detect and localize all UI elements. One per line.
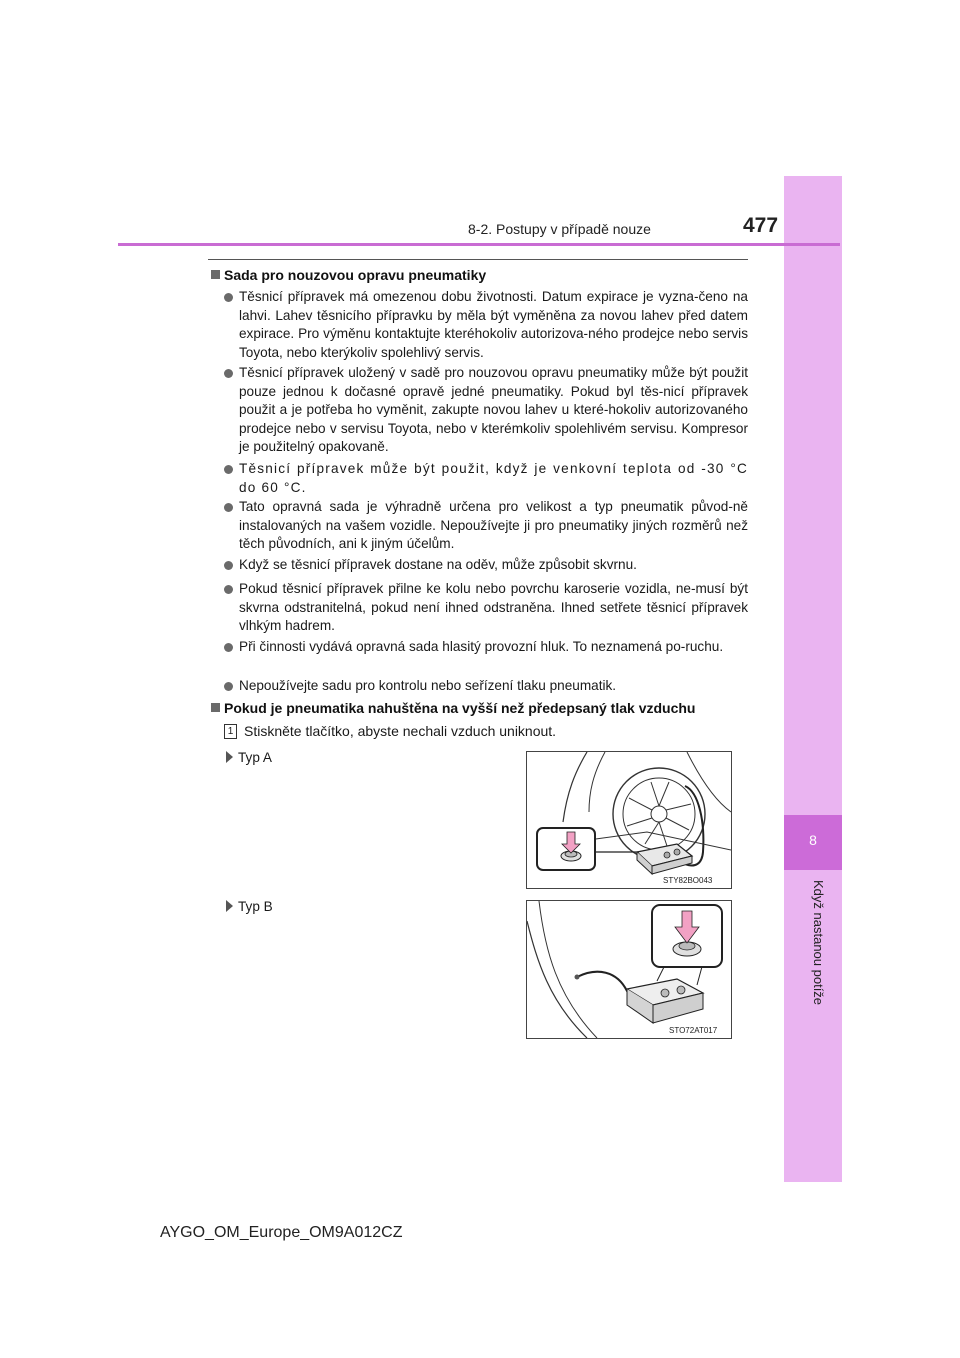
figure-code: STY82BO043	[663, 876, 713, 885]
triangle-arrow-icon	[226, 900, 233, 912]
bullet-dot-icon	[224, 561, 233, 570]
type-b-label	[226, 899, 273, 914]
page-number: 477	[743, 214, 779, 237]
step-number-box: 1	[224, 724, 237, 739]
bullet-item	[224, 638, 748, 657]
step-text: Stiskněte tlačítko, abyste nechali vzduch uniknout.	[244, 723, 557, 739]
figure-type-b	[526, 900, 732, 1039]
bullet-item	[224, 580, 748, 636]
bullet-text: Při činnosti vydává opravná sada hlasitý provozní hluk. To neznamená po-ruchu.	[239, 639, 724, 654]
bullet-text: Těsnicí přípravek má omezenou dobu životnosti. Datum expirace je vyzna-čeno na lahvi. Lahev těsnicího přípravku by měla být vyměněna za novou lahev před datem expirace. Pro výměnu kontaktujte kteréhokoliv autorizova-ného prodejce nebo servis Toyota, nebo kterýkoliv spolehlivý servis.	[239, 289, 748, 360]
tire-repair-kit-illustration-a	[527, 752, 731, 888]
type-b-label-text: Typ B	[238, 899, 273, 914]
bullet-item	[224, 288, 748, 362]
bullet-item	[224, 677, 748, 696]
chapter-title: Když nastanou potíže	[811, 880, 826, 1006]
bullet-text: Těsnicí přípravek uložený v sadě pro nouzovou opravu pneumatiky může být použit pouze jednou k dočasné opravě jedné pneumatiky. Pokud byl těs-nicí přípravek použit a je potřeba ho vyměnit, zakupte novou lahev u které-hokoliv autorizovaného prodejce nebo v servisu Toyota, nebo v kterémkoliv spolehlivém servisu. Kompresor je použitelný opakovaně.	[239, 365, 748, 455]
heading-text: Pokud je pneumatika nahuštěna na vyšší než předepsaný tlak vzduchu	[224, 700, 696, 716]
figure-code: STO72AT017	[669, 1026, 718, 1035]
bullet-dot-icon	[224, 293, 233, 302]
bullet-dot-icon	[224, 585, 233, 594]
bullet-text: Když se těsnicí přípravek dostane na oděv, může způsobit skvrnu.	[239, 557, 637, 572]
bullet-text: Pokud těsnicí přípravek přilne ke kolu nebo povrchu karoserie vozidla, ne-musí být skvrna odstranitelná, pokud není ihned odstraněna. Ihned setřete těsnicí přípravek vlhkým hadrem.	[239, 581, 748, 634]
bullet-dot-icon	[224, 503, 233, 512]
bullet-dot-icon	[224, 369, 233, 378]
header-rule	[118, 243, 840, 246]
heading-text: Sada pro nouzovou opravu pneumatiky	[224, 267, 487, 283]
bullet-dot-icon	[224, 643, 233, 652]
type-a-label-text: Typ A	[238, 750, 273, 765]
bullet-dot-icon	[224, 465, 233, 474]
bullet-text: Tato opravná sada je výhradně určena pro velikost a typ pneumatik původ-ně instalovaných na vašem vozidle. Nepoužívejte ji pro pneumatiky jiných rozměrů než těch původních, ani k jiným účelům.	[239, 499, 748, 552]
bullet-text: Nepoužívejte sadu pro kontrolu nebo seřízení tlaku pneumatik.	[239, 678, 617, 693]
square-bullet-icon	[211, 703, 220, 712]
chapter-side-tab	[784, 176, 842, 1182]
bullet-item	[224, 364, 748, 457]
tire-repair-kit-illustration-b	[527, 901, 731, 1038]
section-heading-overinflated	[211, 700, 695, 716]
bullet-item	[224, 498, 748, 554]
section-title: 8-2. Postupy v případě nouze	[468, 221, 651, 237]
bullet-dot-icon	[224, 682, 233, 691]
triangle-arrow-icon	[226, 751, 233, 763]
footer-document-id: AYGO_OM_Europe_OM9A012CZ	[160, 1224, 403, 1241]
bullet-item	[224, 460, 748, 497]
section-heading-repair-kit	[211, 267, 486, 283]
bullet-text: Těsnicí přípravek může být použit, když je venkovní teplota od -30 °C do 60 °C.	[239, 461, 748, 495]
chapter-number: 8	[809, 832, 817, 848]
square-bullet-icon	[211, 270, 220, 279]
figure-type-a	[526, 751, 732, 889]
bullet-item	[224, 556, 748, 575]
type-a-label	[226, 750, 272, 765]
content-divider	[208, 259, 748, 260]
